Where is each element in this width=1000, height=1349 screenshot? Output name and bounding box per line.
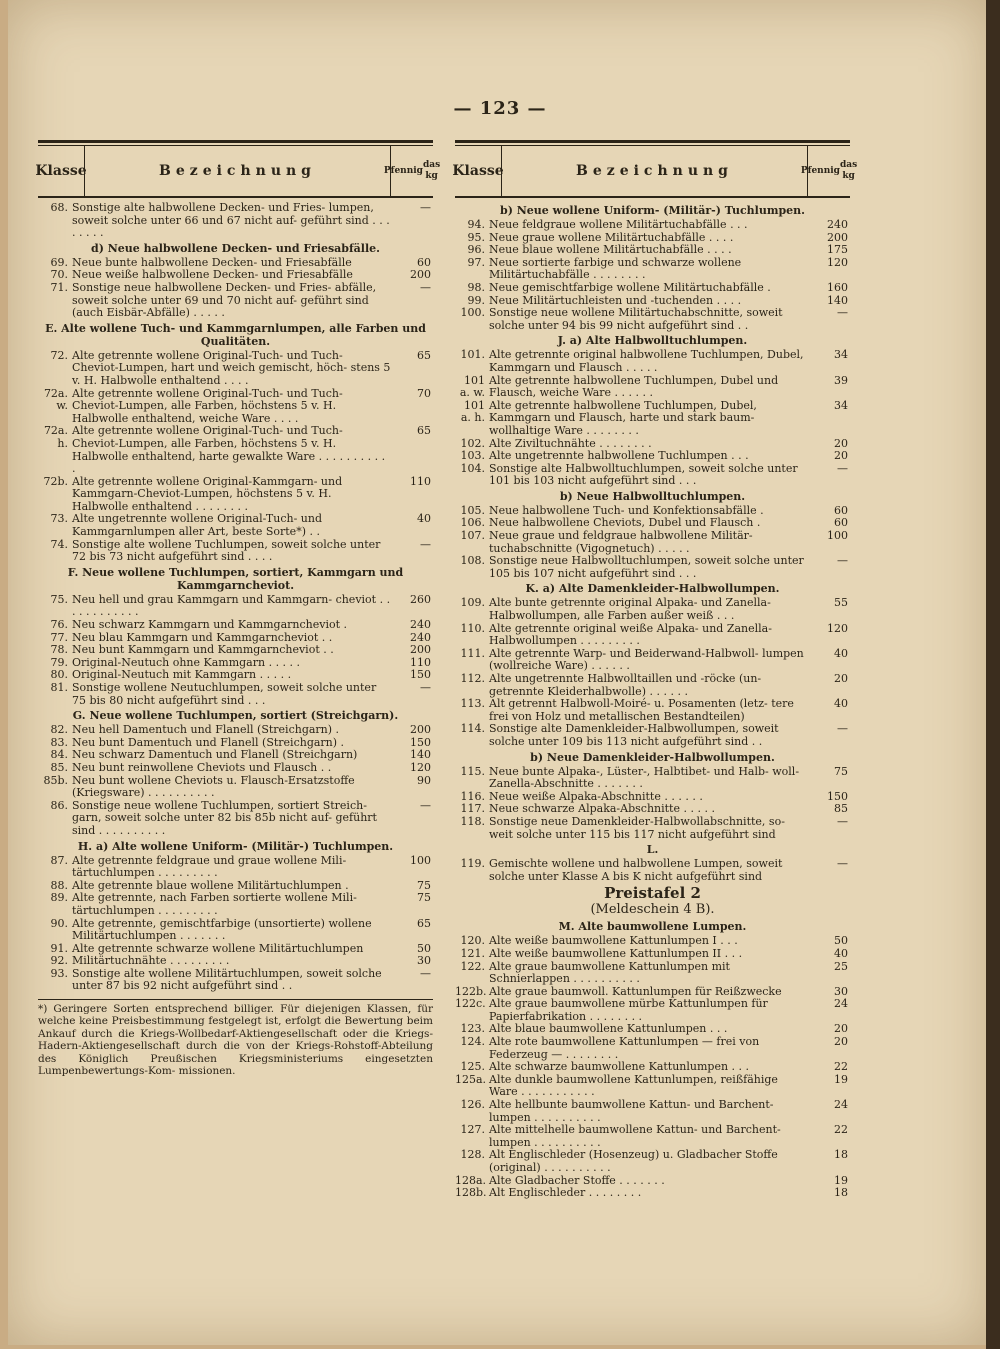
class-number: 80.: [50, 668, 68, 682]
item-description: Militärtuchnähte . . . . . . . . .: [72, 954, 230, 968]
price-value: 200: [410, 643, 431, 657]
item-description: Alte getrennte original weiße Alpaka- und Zanella- Halbwollumpen . . . . . . . . .: [489, 621, 772, 648]
class-number: 81.: [50, 681, 68, 694]
class-number: 83.: [50, 735, 68, 749]
price-value: 150: [827, 789, 848, 803]
class-number: 107.: [460, 529, 485, 543]
item-description: Alte weiße baumwollene Kattunlumpen II . . .: [489, 946, 743, 960]
table-row: [455, 1124, 850, 1149]
table-row: [455, 1149, 850, 1174]
price-value: 20: [834, 1022, 848, 1036]
table-row: [38, 539, 433, 564]
item-description: Alte Ziviltuchnähte . . . . . . . .: [489, 436, 652, 450]
price-value: 55: [834, 596, 848, 610]
table-row: [455, 816, 850, 841]
item-description: Alte ungetrennte wollene Original-Tuch- und Kammgarnlumpen aller Art, beste Sorte*) . .: [72, 512, 322, 539]
class-number: 122.: [460, 959, 485, 973]
class-number: 77.: [50, 630, 68, 644]
item-description: Sonstige alte Halbwolltuchlumpen, soweit solche unter 101 bis 103 nicht aufgeführt sind . . .: [489, 461, 798, 488]
table-row: [455, 1036, 850, 1061]
item-description: Neue feldgraue wollene Militärtuchabfälle . . .: [489, 218, 748, 231]
item-description: Neu schwarz Damentuch und Flanell (Streichgarn): [72, 748, 358, 762]
class-number: 121.: [460, 946, 485, 960]
item-description: Alte blaue baumwollene Kattunlumpen . . .: [489, 1022, 728, 1036]
table-row: [455, 1074, 850, 1099]
item-description: Neue sortierte farbige und schwarze wollene Militärtuchabfälle . . . . . . . .: [489, 255, 742, 282]
class-number: 84.: [50, 748, 68, 762]
class-number: 104.: [460, 461, 485, 475]
table-row: [455, 766, 850, 791]
price-value: 60: [834, 503, 848, 517]
price-value: 75: [834, 764, 848, 778]
class-number: 123.: [460, 1022, 485, 1036]
header-pfennig: Pfennig das kg: [383, 160, 441, 181]
class-number: 73.: [50, 512, 68, 526]
footnote: *) Geringere Sorten entsprechend billiger. Für diejenigen Klassen, für welche keine Preisbestimmung festgelegt ist, erfolgt die Bewertung beim Ankauf durch die Kriegs-Wollbedarf-Aktiengesellschaft oder die Kriegs-Hadern-Aktiengesellschaft durch die von der Kriegs-Rohstoff-Abteilung des Königlich Preußischen Kriegsministeriums eingesetzten Lumpenbewertungs-Kom- missionen.: [38, 999, 433, 1077]
table-row: [38, 918, 433, 943]
item-description: Alte getrennte halbwollene Tuchlumpen, Dubel, Kammgarn und Flausch, harte und stark baum- wollhaltige Ware . . . . . . . .: [489, 398, 757, 437]
price-value: 75: [417, 891, 431, 905]
item-description: Neue halbwollene Cheviots, Dubel und Flausch .: [489, 516, 761, 530]
table-row: [455, 948, 850, 961]
item-description: Alte getrennte original halbwollene Tuchlumpen, Dubel, Kammgarn und Flausch . . . . .: [489, 348, 804, 374]
item-description: Neue bunte Alpaka-, Lüster-, Halbtibet- und Halb- woll-Zanella-Abschnitte . . . . . . .: [489, 764, 800, 791]
item-description: Neu bunt reinwollene Cheviots und Flausch . .: [72, 760, 332, 774]
price-value: 100: [410, 853, 431, 867]
class-number: 122b.: [455, 984, 487, 998]
left-column: [35, 140, 441, 1078]
item-description: Alte getrennte wollene Original-Tuch- und Tuch- Cheviot-Lumpen, alle Farben, höchstens 5 v. H. Halbwolle enthaltend, harte gewalkte Ware . . . . . . . . . . .: [72, 424, 386, 476]
item-description: Sonstige alte Damenkleider-Halbwollumpen, soweit solche unter 109 bis 113 nicht aufgeführt sind . .: [489, 722, 779, 748]
item-description: Alte getrennte schwarze wollene Militärtuchlumpen: [72, 941, 364, 955]
item-description: Alte graue baumwollene mürbe Kattunlumpen für Papierfabrikation . . . . . . . .: [489, 997, 768, 1023]
item-description: Neu bunt wollene Cheviots u. Flausch-Ersatzstoffe (Kriegsware) . . . . . . . . . .: [72, 773, 355, 800]
table-row: [455, 555, 850, 580]
table-row: [38, 968, 433, 993]
class-number: 68.: [50, 201, 68, 214]
price-value: 40: [417, 512, 431, 526]
item-description: Sonstige neue halbwollene Decken- und Fries- abfälle, soweit solche unter 69 und 70 nicht auf- geführt sind (auch Eisbär-Abfälle) . . . . .: [72, 280, 377, 320]
price-value: 20: [834, 672, 848, 685]
section-heading: E. Alte wollene Tuch- und Kammgarnlumpen, alle Farben und Qualitäten.: [45, 321, 426, 348]
price-value: 40: [834, 697, 848, 711]
price-value: 40: [834, 946, 848, 960]
price-value: 19: [834, 1072, 848, 1086]
item-description: Alte Gladbacher Stoffe . . . . . . .: [489, 1173, 665, 1187]
table-row: [38, 282, 433, 320]
table-row: [455, 698, 850, 723]
class-number: 76.: [50, 618, 68, 632]
class-number: 85b.: [43, 773, 68, 787]
class-number: 101 a. w.: [459, 373, 485, 400]
class-number: 99.: [467, 293, 485, 307]
table-row: [455, 400, 850, 438]
table-row: [455, 1187, 850, 1200]
table-row: [38, 476, 433, 514]
section-heading: M. Alte baumwollene Lumpen.: [558, 920, 747, 934]
item-description: Sonstige alte halbwollene Decken- und Fries- lumpen, soweit solche unter 66 und 67 nicht auf- geführt sind . . . . . . . .: [72, 201, 390, 240]
class-number: 88.: [50, 878, 68, 892]
price-value: 18: [834, 1186, 848, 1200]
table-header: [35, 146, 441, 198]
class-number: 91.: [50, 941, 68, 955]
price-value: 30: [417, 954, 431, 968]
table-row: [38, 762, 433, 775]
class-number: 120.: [460, 934, 485, 948]
class-number: 119.: [460, 857, 485, 871]
item-description: Alte graue baumwollene Kattunlumpen mit Schnierlappen . . . . . . . . . .: [489, 959, 730, 986]
item-description: Alte hellbunte baumwollene Kattun- und Barchent- lumpen . . . . . . . . . .: [489, 1098, 774, 1124]
class-number: 124.: [460, 1035, 485, 1049]
class-number: 105.: [460, 503, 485, 517]
table-row: [455, 623, 850, 648]
item-description: Alte getrennte blaue wollene Militärtuchlumpen .: [72, 878, 349, 892]
table-row: [455, 530, 850, 555]
class-number: 72a. h.: [43, 424, 68, 450]
class-number: 98.: [467, 280, 485, 294]
table-row: [38, 388, 433, 426]
class-number: 112.: [460, 672, 485, 685]
right-column: [452, 140, 858, 1200]
price-value: —: [420, 537, 431, 551]
price-value: —: [420, 798, 431, 812]
item-description: Neue graue wollene Militärtuchabfälle . . . .: [489, 230, 734, 244]
item-description: Alte getrennte, nach Farben sortierte wollene Mili- tärtuchlumpen . . . . . . . . .: [72, 891, 357, 917]
price-value: 70: [417, 386, 431, 400]
table-row: [38, 855, 433, 880]
price-value: 110: [410, 655, 431, 669]
item-description: Neue graue und feldgraue halbwollene Militär- tuchabschnitte (Vigognetuch) . . . . .: [489, 529, 753, 555]
table-row: [455, 450, 850, 463]
item-description: Alte getrennte wollene Original-Kammgarn- und Kammgarn-Cheviot-Lumpen, höchstens 5 v. H. Halbwolle enthaltend . . . . . . . .: [72, 474, 343, 513]
price-value: 120: [827, 255, 848, 269]
price-value: 200: [410, 723, 431, 737]
class-number: 72.: [50, 348, 68, 362]
section-heading: b) Neue wollene Uniform- (Militär-) Tuchlumpen.: [500, 204, 805, 217]
price-value: 50: [417, 941, 431, 955]
class-number: 89.: [50, 891, 68, 905]
class-number: 108.: [460, 554, 485, 568]
price-value: 90: [417, 773, 431, 787]
price-value: 200: [410, 268, 431, 282]
class-number: 94.: [467, 218, 485, 231]
item-description: Sonstige neue wollene Tuchlumpen, sortiert Streich- garn, soweit solche unter 82 bis 85b nicht auf- geführt sind . . . . . . . . . .: [72, 798, 377, 837]
class-number: 115.: [460, 764, 485, 778]
class-number: 86.: [50, 798, 68, 812]
item-description: Alt Englischleder . . . . . . . .: [489, 1186, 642, 1200]
class-number: 101 a. h.: [460, 398, 485, 425]
class-number: 106.: [460, 516, 485, 530]
class-number: 79.: [50, 655, 68, 669]
table-row: [455, 257, 850, 282]
item-description: Neu hell Damentuch und Flanell (Streichgarn) .: [72, 723, 340, 737]
price-value: 260: [410, 592, 431, 606]
price-value: 240: [827, 218, 848, 231]
item-description: Sonstige alte wollene Tuchlumpen, soweit solche unter 72 bis 73 nicht aufgeführt sind . . . .: [72, 537, 381, 564]
class-number: 127.: [460, 1123, 485, 1137]
class-number: 111.: [460, 646, 485, 660]
item-description: Alte weiße baumwollene Kattunlumpen I . . .: [489, 934, 738, 948]
header-bezeichnung: Bezeichnung: [85, 146, 391, 196]
class-number: 113.: [460, 697, 485, 711]
table-row: [455, 648, 850, 673]
price-value: 240: [410, 630, 431, 644]
class-number: 128.: [460, 1148, 485, 1162]
section-heading: H. a) Alte wollene Uniform- (Militär-) Tuchlumpen.: [77, 839, 394, 853]
class-number: 82.: [50, 723, 68, 737]
class-number: 103.: [460, 449, 485, 463]
class-number: 93.: [50, 966, 68, 980]
item-description: Neu hell und grau Kammgarn und Kammgarn- cheviot . . . . . . . . . . . .: [72, 592, 391, 619]
table-row: [455, 1099, 850, 1124]
item-description: Alte schwarze baumwollene Kattunlumpen . . .: [489, 1060, 750, 1074]
price-value: 140: [410, 748, 431, 762]
table-row: [38, 724, 433, 737]
price-value: 110: [410, 474, 431, 488]
item-description: Alt getrennt Halbwoll-Moiré- u. Posamenten (letz- tere frei von Holz und metallischen Bestandteilen): [489, 697, 794, 723]
price-value: 34: [834, 398, 848, 412]
item-description: Alte dunkle baumwollene Kattunlumpen, reißfähige Ware . . . . . . . . . . .: [489, 1072, 778, 1099]
class-number: 122c.: [455, 997, 486, 1011]
item-description: Neue gemischtfarbige wollene Militärtuchabfälle .: [489, 280, 771, 294]
item-description: Sonstige neue wollene Militärtuchabschnitte, soweit solche unter 94 bis 99 nicht aufgeführt sind . .: [489, 306, 783, 332]
price-value: 200: [827, 230, 848, 244]
table-row: [455, 1061, 850, 1074]
price-value: 65: [417, 916, 431, 930]
price-value: 22: [834, 1123, 848, 1137]
item-description: Neue blaue wollene Militärtuchabfälle . . . .: [489, 243, 732, 257]
table-row: [455, 998, 850, 1023]
class-number: 74.: [50, 537, 68, 551]
price-value: 20: [834, 1035, 848, 1049]
price-value: 19: [834, 1173, 848, 1187]
table-row: [38, 202, 433, 240]
price-value: —: [837, 722, 848, 736]
section-heading: L.: [646, 843, 659, 857]
item-description: Neue Militärtuchleisten und -tuchenden . . . .: [489, 293, 742, 307]
section-heading: F. Neue wollene Tuchlumpen, sortiert, Kammgarn und Kammgarncheviot.: [67, 565, 404, 592]
item-description: Neue halbwollene Tuch- und Konfektionsabfälle .: [489, 503, 764, 517]
table-row: [38, 513, 433, 538]
table-row: [38, 350, 433, 388]
item-description: Alte getrennte, gemischtfarbige (unsortierte) wollene Militärtuchlumpen . . . . . . .: [72, 916, 372, 943]
section-heading: d) Neue halbwollene Decken- und Friesabfälle.: [91, 241, 380, 255]
price-value: 65: [417, 348, 431, 362]
class-number: 85.: [50, 760, 68, 774]
item-description: Original-Neutuch ohne Kammgarn . . . . .: [72, 655, 301, 669]
table-row: [455, 961, 850, 986]
class-number: 70.: [50, 268, 68, 282]
section-heading: K. a) Alte Damenkleider-Halbwollumpen.: [525, 582, 780, 596]
price-value: 24: [834, 1098, 848, 1112]
class-number: 128a.: [455, 1173, 487, 1187]
class-number: 125a.: [455, 1072, 487, 1086]
table-row: [38, 619, 433, 632]
table-row: [455, 858, 850, 883]
class-number: 126.: [460, 1098, 485, 1112]
price-value: 60: [417, 255, 431, 269]
class-number: 117.: [460, 802, 485, 816]
price-value: 60: [834, 516, 848, 530]
class-number: 87.: [50, 853, 68, 867]
table-row: [38, 644, 433, 657]
table-row: [455, 307, 850, 332]
price-value: 75: [417, 878, 431, 892]
item-description: Alte ungetrennte Halbwolltaillen und -röcke (un- getrennte Kleiderhalbwolle) . . . . . .: [489, 672, 762, 698]
class-number: 102.: [460, 436, 485, 450]
item-description: Alte rote baumwollene Kattunlumpen — frei von Federzeug — . . . . . . . .: [489, 1035, 760, 1061]
item-description: Alte bunte getrennte original Alpaka- und Zanella- Halbwollumpen, alle Farben außer weiß . . .: [489, 596, 771, 623]
price-value: —: [837, 306, 848, 320]
price-value: 150: [410, 668, 431, 682]
class-number: 109.: [460, 596, 485, 610]
table-row: [455, 597, 850, 622]
table-row: [455, 463, 850, 488]
table-row: [38, 955, 433, 968]
item-description: Alte getrennte feldgraue und graue wollene Mili- tärtuchlumpen . . . . . . . . .: [72, 853, 347, 880]
class-number: 75.: [50, 592, 68, 606]
price-value: 160: [827, 280, 848, 294]
item-description: Sonstige neue Halbwolltuchlumpen, soweit solche unter 105 bis 107 nicht aufgeführt sind . . .: [489, 554, 804, 580]
section-heading: G. Neue wollene Tuchlumpen, sortiert (Streichgarn).: [72, 709, 399, 723]
class-number: 92.: [50, 954, 68, 968]
right-rows: [455, 198, 850, 1200]
item-description: Alte getrennte wollene Original-Tuch- und Tuch- Cheviot-Lumpen, hart und weich gemischt, höch- stens 5 v. H. Halbwolle enthaltend . . . .: [72, 348, 391, 387]
item-description: Alte getrennte Warp- und Beiderwand-Halbwoll- lumpen (wollreiche Ware) . . . . . .: [489, 646, 804, 673]
price-value: 25: [834, 959, 848, 973]
price-value: 18: [834, 1148, 848, 1162]
price-value: 39: [834, 373, 848, 387]
price-value: 30: [834, 984, 848, 998]
price-value: 40: [834, 646, 848, 660]
price-value: 150: [410, 735, 431, 749]
item-description: Alte getrennte halbwollene Tuchlumpen, Dubel und Flausch, weiche Ware . . . . . .: [489, 373, 779, 400]
price-value: 65: [417, 424, 431, 438]
class-number: 110.: [460, 621, 485, 635]
class-number: 90.: [50, 916, 68, 930]
price-value: 120: [827, 621, 848, 635]
price-value: —: [837, 461, 848, 475]
item-description: Sonstige neue Damenkleider-Halbwollabschnitte, so- weit solche unter 115 bis 117 nicht aufgeführt sind: [489, 814, 785, 841]
price-value: —: [837, 814, 848, 828]
class-number: 101.: [460, 348, 485, 362]
table-row: [38, 682, 433, 707]
table-subtitle: (Meldeschein 4 B).: [590, 902, 715, 918]
table-row: [38, 425, 433, 475]
table-row: [38, 775, 433, 800]
item-description: Alt Englischleder (Hosenzeug) u. Gladbacher Stoffe (original) . . . . . . . . . .: [489, 1148, 778, 1174]
page-number: — 123 —: [453, 98, 547, 119]
class-number: 118.: [460, 814, 485, 828]
price-value: —: [837, 857, 848, 871]
class-number: 95.: [467, 230, 485, 244]
price-value: 100: [827, 529, 848, 543]
price-value: 120: [410, 760, 431, 774]
table-row: [455, 349, 850, 374]
class-number: 97.: [467, 255, 485, 269]
header-bezeichnung: Bezeichnung: [502, 146, 808, 196]
header-klasse: Klasse: [38, 146, 85, 196]
table-row: [455, 219, 850, 232]
item-description: Alte ungetrennte halbwollene Tuchlumpen . . .: [489, 449, 749, 463]
price-value: —: [420, 201, 431, 214]
class-number: 69.: [50, 255, 68, 269]
price-value: 24: [834, 997, 848, 1011]
left-rows: [38, 198, 433, 993]
item-description: Neue weiße Alpaka-Abschnitte . . . . . .: [489, 789, 703, 803]
item-description: Sonstige wollene Neutuchlumpen, soweit solche unter 75 bis 80 nicht aufgeführt sind . . .: [72, 681, 377, 707]
item-description: Alte mittelhelle baumwollene Kattun- und Barchent- lumpen . . . . . . . . . .: [489, 1123, 781, 1149]
table-row: [455, 375, 850, 400]
price-value: 22: [834, 1060, 848, 1074]
price-value: 34: [834, 348, 848, 362]
table-row: [38, 800, 433, 838]
section-heading: b) Neue Damenkleider-Halbwollumpen.: [530, 750, 775, 764]
section-heading: J. a) Alte Halbwolltuchlumpen.: [557, 334, 748, 348]
item-description: Neue bunte halbwollene Decken- und Friesabfälle: [72, 255, 352, 269]
header-klasse: Klasse: [455, 146, 502, 196]
class-number: 71.: [50, 280, 68, 294]
price-value: 140: [827, 293, 848, 307]
table-row: [38, 594, 433, 619]
price-value: —: [420, 681, 431, 694]
class-number: 114.: [460, 722, 485, 736]
table-row: [455, 244, 850, 257]
table-row: [38, 892, 433, 917]
price-value: 20: [834, 436, 848, 450]
item-description: Neu schwarz Kammgarn und Kammgarncheviot .: [72, 618, 348, 632]
price-value: 50: [834, 934, 848, 948]
class-number: 100.: [460, 306, 485, 320]
item-description: Neue weiße halbwollene Decken- und Friesabfälle: [72, 268, 353, 282]
table-title: Preistafel 2: [604, 884, 701, 903]
class-number: 78.: [50, 643, 68, 657]
binding-edge: [986, 0, 1000, 1349]
class-number: 125.: [460, 1060, 485, 1074]
class-number: 96.: [467, 243, 485, 257]
item-description: Sonstige alte wollene Militärtuchlumpen, soweit solche unter 87 bis 92 nicht aufgeführt sind . .: [72, 966, 382, 993]
class-number: 116.: [460, 789, 485, 803]
price-value: 240: [410, 618, 431, 632]
section-heading: b) Neue Halbwolltuchlumpen.: [559, 489, 746, 503]
item-description: Neu bunt Kammgarn und Kammgarncheviot . .: [72, 643, 334, 657]
table-row: [455, 723, 850, 748]
price-value: —: [420, 966, 431, 980]
price-value: 85: [834, 802, 848, 816]
item-description: Neu blau Kammgarn und Kammgarncheviot . .: [72, 630, 333, 644]
item-description: Gemischte wollene und halbwollene Lumpen, soweit solche unter Klasse A bis K nicht aufgeführt sind: [489, 857, 783, 883]
class-number: 128b.: [455, 1186, 487, 1200]
price-value: 20: [834, 449, 848, 463]
table-header: [452, 146, 858, 198]
item-description: Original-Neutuch mit Kammgarn . . . . .: [72, 668, 292, 682]
item-description: Neue schwarze Alpaka-Abschnitte . . . . .: [489, 802, 715, 816]
table-row: [455, 673, 850, 698]
item-description: Alte getrennte wollene Original-Tuch- und Tuch- Cheviot-Lumpen, alle Farben, höchstens 5 v. H. Halbwolle enthaltend, weiche Ware . . . .: [72, 386, 343, 425]
class-number: 72b.: [43, 474, 68, 488]
price-value: —: [837, 554, 848, 568]
table-row: [455, 282, 850, 295]
class-number: 72a. w.: [43, 386, 68, 413]
price-value: —: [420, 280, 431, 294]
price-value: 175: [827, 243, 848, 257]
item-description: Alte graue baumwoll. Kattunlumpen für Reißzwecke: [489, 984, 782, 998]
item-description: Neu bunt Damentuch und Flanell (Streichgarn) .: [72, 735, 345, 749]
header-pfennig: Pfennig das kg: [800, 160, 858, 181]
